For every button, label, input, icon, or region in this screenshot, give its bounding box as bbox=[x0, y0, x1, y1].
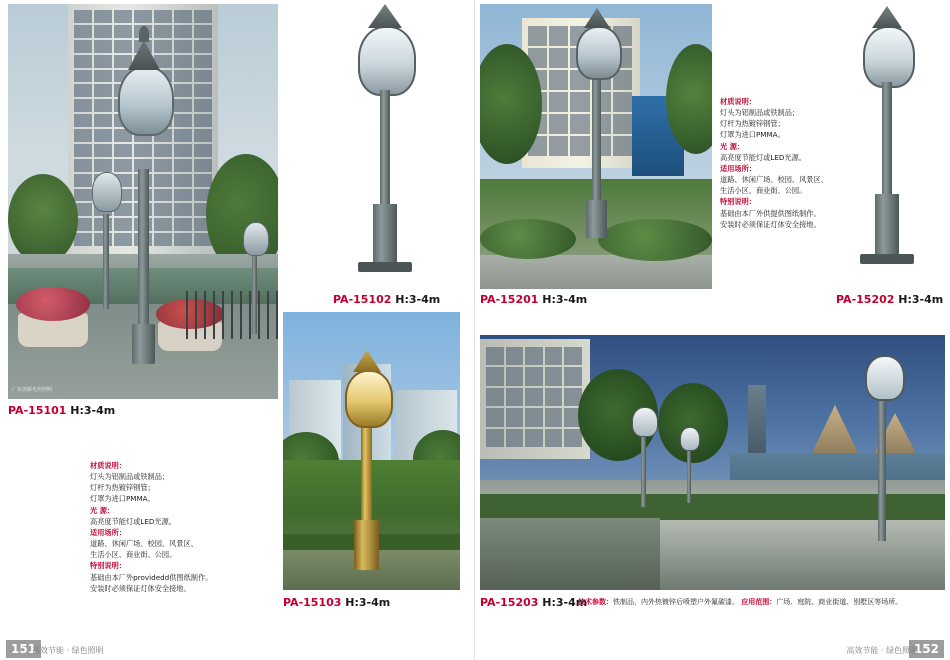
tech-params-text: 铁制品，内外热镀锌后喷塑户外氟碳漆。 bbox=[613, 598, 739, 606]
spec-material-line: 灯罩为进口PMMA。 bbox=[90, 494, 155, 504]
footer-text-right: 高效节能 · 绿色照明 bbox=[846, 646, 918, 655]
product-code: PA-15103 bbox=[283, 596, 342, 609]
spec-note-line: 安装时必须保证灯体安全接地。 bbox=[90, 583, 191, 593]
lamp-luminaire-secondary bbox=[680, 427, 700, 451]
lamp-pole-base bbox=[875, 194, 899, 256]
spec-note-line: 基础由本厂外供提供图纸制作。 bbox=[720, 208, 821, 218]
lamp-pole-base bbox=[373, 204, 397, 264]
spec-light-line: 高亮度节能灯或LED光源。 bbox=[720, 152, 806, 162]
spec-light-line: 高亮度节能灯或LED光源。 bbox=[90, 516, 176, 526]
photo-watermark: 广东创新光伏照明 bbox=[12, 387, 53, 393]
spec-material-line: 灯头为铝制品或铁制品； bbox=[90, 472, 170, 482]
lamp-luminaire-secondary bbox=[632, 407, 658, 437]
tech-params-label: 技术参数： bbox=[578, 598, 613, 606]
lamp-pole bbox=[878, 391, 886, 541]
spec-place-line: 生活小区、商业街、公园。 bbox=[90, 550, 177, 560]
spec-place-title: 适用场所： bbox=[90, 527, 126, 537]
lamp-luminaire-secondary bbox=[92, 172, 122, 212]
product-height: H:3-4m bbox=[70, 404, 116, 417]
product-code: PA-15203 bbox=[480, 596, 539, 609]
lamp-base-plate bbox=[860, 254, 914, 264]
lamp-luminaire-secondary bbox=[243, 222, 269, 256]
page-number-right: 152 bbox=[909, 640, 944, 658]
spec-place-line: 道路、休闲广场、校园、风景区、 bbox=[90, 539, 198, 549]
caption-pa-15102 bbox=[333, 293, 440, 306]
spec-material-line: 灯杆为热镀锌钢管； bbox=[720, 119, 785, 129]
spec-note-title: 特别说明： bbox=[720, 197, 756, 207]
spec-place-title: 适用场所： bbox=[720, 163, 756, 173]
caption-pa-15101 bbox=[8, 404, 115, 417]
spec-material-line: 灯头为铝制品或铁制品； bbox=[720, 108, 800, 118]
product-code: PA-15201 bbox=[480, 293, 539, 306]
lamp-pole-base bbox=[354, 520, 379, 570]
tech-place-label: 应用范围： bbox=[741, 598, 777, 606]
spec-material-title: 材质说明： bbox=[720, 97, 756, 106]
page-number-left: 151 bbox=[6, 640, 41, 658]
spec-place-line: 道路、休闲广场、校园、风景区、 bbox=[720, 175, 828, 185]
product-photo-pa-15101 bbox=[8, 4, 278, 399]
tech-note bbox=[578, 597, 902, 607]
lamp-pole-secondary bbox=[687, 445, 691, 503]
page-spine-divider bbox=[474, 0, 475, 660]
spec-block-left bbox=[90, 460, 260, 594]
lamp-pole bbox=[882, 82, 892, 207]
tree-foliage bbox=[8, 174, 78, 264]
product-code: PA-15101 bbox=[8, 404, 67, 417]
caption-pa-15203 bbox=[480, 596, 587, 609]
spec-material-title: 材质说明： bbox=[90, 461, 126, 470]
lamp-luminaire bbox=[576, 26, 622, 80]
spec-note-line: 安装时必须保证灯体安全接地。 bbox=[720, 219, 821, 229]
spec-material-line: 灯杆为热镀锌钢管； bbox=[90, 483, 155, 493]
lamp-pole bbox=[592, 66, 601, 216]
lamp-pole-base bbox=[586, 200, 607, 238]
tech-place-text: 广场、庭院、商业街道、别墅区等场所。 bbox=[776, 598, 903, 606]
lamp-pole-secondary bbox=[641, 431, 646, 507]
lamp-luminaire bbox=[118, 66, 174, 136]
product-photo-pa-15202 bbox=[830, 4, 945, 289]
spec-light-title: 光 源： bbox=[90, 505, 115, 515]
caption-pa-15201 bbox=[480, 293, 587, 306]
lamp-pole bbox=[138, 169, 149, 344]
lamp-pole bbox=[380, 90, 390, 220]
building-windows bbox=[486, 347, 582, 447]
lamp-luminaire bbox=[863, 26, 915, 88]
caption-pa-15103 bbox=[283, 596, 390, 609]
lamp-luminaire bbox=[345, 370, 393, 428]
product-height: H:3-4m bbox=[542, 293, 588, 306]
spec-light-title: 光 源： bbox=[720, 141, 745, 151]
product-code: PA-15202 bbox=[836, 293, 895, 306]
product-photo-pa-15103 bbox=[283, 312, 460, 590]
product-height: H:3-4m bbox=[345, 596, 391, 609]
caption-pa-15202 bbox=[836, 293, 943, 306]
product-height: H:3-4m bbox=[542, 596, 588, 609]
product-height: H:3-4m bbox=[395, 293, 441, 306]
product-photo-pa-15102 bbox=[310, 4, 460, 289]
lamp-pole-base bbox=[132, 324, 155, 364]
product-height: H:3-4m bbox=[898, 293, 944, 306]
lamp-luminaire bbox=[358, 26, 416, 96]
tree-foliage bbox=[658, 383, 728, 463]
spec-note-line: 基础由本厂外providedd供图纸制作。 bbox=[90, 572, 213, 582]
spec-material-line: 灯罩为进口PMMA。 bbox=[720, 130, 785, 140]
lamp-pole-secondary bbox=[103, 214, 109, 309]
lamp-luminaire bbox=[865, 355, 905, 401]
spec-note-title: 特别说明： bbox=[90, 561, 126, 571]
lamp-base-plate bbox=[358, 262, 412, 272]
product-photo-pa-15203 bbox=[480, 335, 945, 590]
product-photo-pa-15201 bbox=[480, 4, 712, 289]
spec-place-line: 生活小区、商业街、公园。 bbox=[720, 186, 807, 196]
product-code: PA-15102 bbox=[333, 293, 392, 306]
footer-text-left: 高效节能 · 绿色照明 bbox=[32, 646, 104, 655]
